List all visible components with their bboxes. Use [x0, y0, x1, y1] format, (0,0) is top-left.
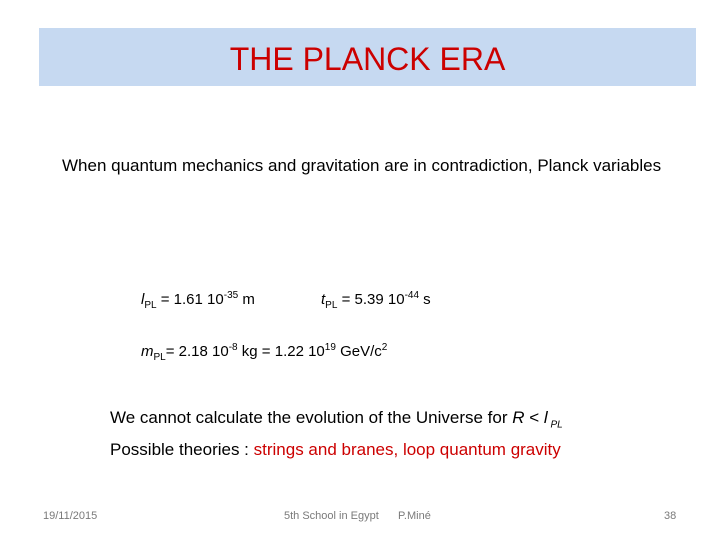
planck-time-exponent: -44: [404, 290, 420, 301]
planck-mass-symbol: m: [141, 343, 154, 360]
planck-length-exponent: -35: [223, 290, 239, 301]
planck-time-symbol: t: [321, 291, 326, 308]
theories-note: [110, 439, 561, 461]
title-bar: [39, 28, 696, 86]
planck-length-ref-subscript: PL: [547, 419, 563, 431]
planck-length-symbol: l: [141, 291, 145, 308]
planck-time-subscript: PL: [325, 300, 338, 311]
planck-mass-gev-exponent: 19: [324, 342, 336, 353]
planck-time-formula: [321, 286, 431, 316]
planck-length-formula: [141, 286, 255, 316]
planck-mass-subscript: PL: [153, 352, 166, 363]
theories-highlight: strings and branes, loop quantum gravity: [253, 440, 561, 459]
planck-mass-value: = 2.18 10: [165, 343, 229, 360]
footer-date: 19/11/2015: [43, 510, 98, 522]
footer-event: 5th School in Egypt: [284, 510, 379, 522]
planck-length-value: = 1.61 10: [156, 291, 224, 308]
planck-length-unit: m: [238, 291, 255, 308]
planck-time-value: = 5.39 10: [337, 291, 405, 308]
slide-title: THE PLANCK ERA: [229, 41, 506, 77]
limitation-note: [110, 407, 563, 436]
footer-author: P.Miné: [398, 510, 431, 522]
intro-text: When quantum mechanics and gravitation are in contradiction, Planck variables: [62, 156, 662, 175]
planck-time-unit: s: [419, 291, 431, 308]
planck-length-subscript: PL: [144, 300, 157, 311]
planck-mass-kg-value: kg = 1.22 10: [237, 343, 325, 360]
planck-mass-gev-unit: GeV/c: [335, 343, 382, 360]
planck-mass-c-exponent: 2: [381, 342, 388, 353]
planck-mass-exponent: -8: [228, 342, 238, 353]
radius-symbol: R: [512, 408, 525, 427]
planck-length-ref-symbol: l: [543, 408, 548, 427]
limitation-text: We cannot calculate the evolution of the Universe for: [110, 408, 513, 427]
theories-prefix: Possible theories :: [110, 440, 254, 459]
planck-mass-formula: [141, 338, 387, 368]
footer-page-number: 38: [664, 510, 677, 522]
less-than-sign: <: [524, 408, 544, 427]
